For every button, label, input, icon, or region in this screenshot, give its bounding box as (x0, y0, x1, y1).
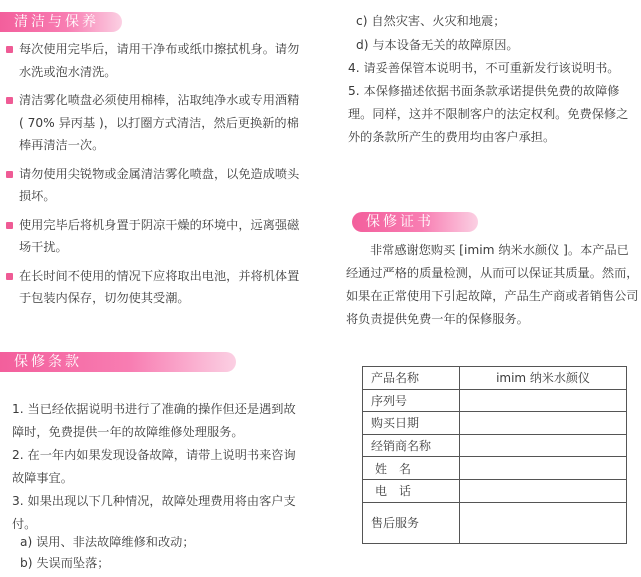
row-label: 经销商名称 (363, 434, 460, 457)
terms-item-3: 3. 如果出现以下几种情况，故障处理费用将由客户支付。 (12, 494, 296, 531)
table-row (363, 367, 627, 390)
terms-item-4: 4. 请妥善保管本说明书，不可重新发行该说明书。 (348, 61, 620, 75)
certificate-heading: 保修证书 (352, 212, 478, 232)
row-label: 售后服务 (363, 502, 460, 543)
row-label: 电话 (363, 479, 460, 502)
row-value[interactable] (460, 457, 627, 480)
terms-item-2: 2. 在一年内如果发现设备故障，请带上说明书来咨询故障事宜。 (12, 448, 296, 485)
bullet-icon (6, 171, 13, 178)
list-item: 请勿使用尖锐物或金属清洁雾化喷盘，以免造成喷头损坏。 (2, 163, 302, 208)
row-value[interactable]: imim 纳米水颜仪 (460, 367, 627, 390)
terms-item-b: b) 失误而坠落； (20, 556, 110, 570)
table-row (363, 457, 627, 480)
table-row (363, 412, 627, 435)
warranty-table (362, 366, 627, 544)
list-item: 每次使用完毕后，请用干净布或纸巾擦拭机身。请勿水洗或泡水清洗。 (2, 38, 302, 83)
row-label: 序列号 (363, 389, 460, 412)
row-label: 购买日期 (363, 412, 460, 435)
list-item: 使用完毕后将机身置于阴凉干燥的环境中，远离强磁场干扰。 (2, 214, 302, 259)
terms-item-d: d) 与本设备无关的故障原因。 (356, 38, 519, 52)
terms-item-a: a) 误用、非法故障维修和改动； (20, 535, 195, 549)
table-row (363, 479, 627, 502)
list-item: 在长时间不使用的情况下应将取出电池，并将机体置于包装内保存，切勿使其受潮。 (2, 265, 302, 310)
table-row (363, 389, 627, 412)
row-value[interactable] (460, 412, 627, 435)
row-value[interactable] (460, 434, 627, 457)
row-value[interactable] (460, 502, 627, 543)
bullet-icon (6, 273, 13, 280)
terms-heading: 保修条款 (0, 352, 236, 372)
table-row (363, 434, 627, 457)
terms-item-c: c) 自然灾害、火灾和地震； (356, 14, 506, 28)
bullet-icon (6, 97, 13, 104)
certificate-intro: 非常感谢您购买 [imim 纳米水颜仪 ]。本产品已经通过严格的质量检测，从而可以保证其质量。然而，如果在正常使用下引起故障，产品生产商或者销售公司将负责提供免费一年的保修服务。 (346, 243, 639, 326)
row-value[interactable] (460, 479, 627, 502)
table-row (363, 502, 627, 543)
row-value[interactable] (460, 389, 627, 412)
row-label: 姓名 (363, 457, 460, 480)
bullet-icon (6, 46, 13, 53)
terms-item-1: 1. 当已经依据说明书进行了准确的操作但还是遇到故障时，免费提供一年的故障维修处理服务。 (12, 402, 296, 439)
row-label: 产品名称 (363, 367, 460, 390)
cleaning-heading: 清洁与保养 (0, 12, 122, 32)
terms-item-5: 5. 本保修描述依据书面条款承诺提供免费的故障修理。同样，这并不限制客户的法定权利。免费保修之外的条款所产生的费用均由客户承担。 (348, 84, 629, 144)
bullet-icon (6, 222, 13, 229)
list-item: 清洁雾化喷盘必须使用棉棒，沾取纯净水或专用酒精( 70% 异丙基 )，以打圈方式清洁，然后更换新的棉棒再清洁一次。 (2, 89, 302, 157)
cleaning-list (2, 38, 302, 310)
